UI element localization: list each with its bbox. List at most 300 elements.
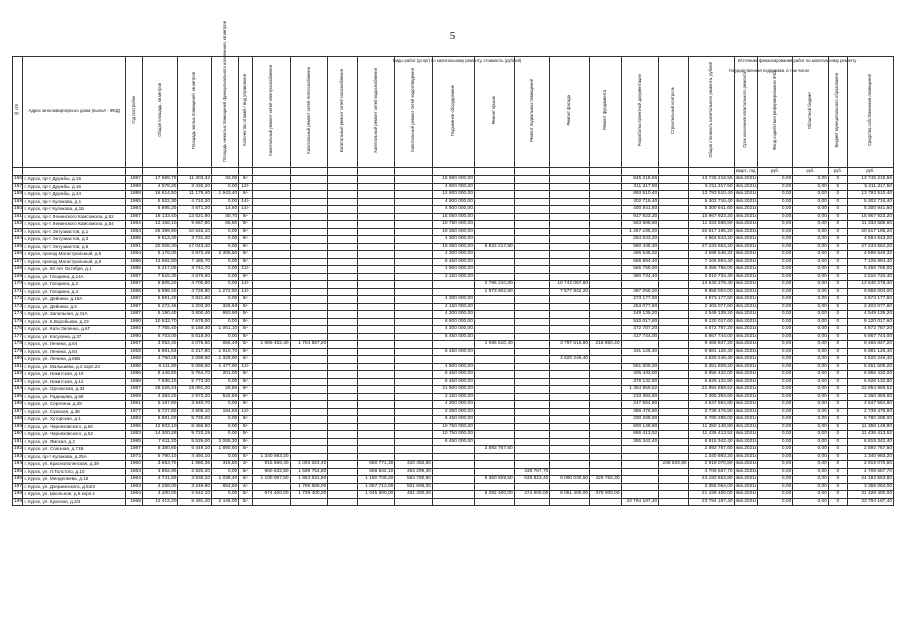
table-cell: 0,00: [212, 401, 239, 409]
table-cell: [395, 371, 433, 379]
unit-cell: [290, 168, 328, 176]
table-cell: 4 300 000,00: [432, 311, 474, 319]
table-cell: [328, 243, 357, 251]
table-cell: [252, 423, 290, 431]
table-cell: [550, 258, 590, 266]
column-header: [757, 57, 793, 168]
table-cell: 21 428 400,00: [688, 491, 734, 499]
table-cell: [328, 273, 357, 281]
table-cell: 11 179,40: [178, 191, 212, 199]
table-cell: 3 750,25: [142, 356, 178, 364]
table-cell: 0,00: [757, 491, 793, 499]
table-cell: 0: [828, 476, 847, 484]
table-cell: 12 158,10: [142, 221, 178, 229]
table-cell: [590, 183, 621, 191]
table-cell: [357, 333, 395, 341]
table-cell: 2 150 000,00: [432, 273, 474, 281]
table-cell: 184,60: [212, 408, 239, 416]
table-cell: [590, 416, 621, 424]
table-cell: [357, 266, 395, 274]
table-cell: 11 436 413,52: [847, 431, 893, 439]
table-cell: 4 200,00: [142, 491, 178, 499]
table-cell: 566 842,10: [357, 468, 395, 476]
table-cell: [550, 311, 590, 319]
table-cell: 168: [14, 266, 23, 271]
address-cell: г. Курск, ул. Черняховского, д.50: [23, 423, 126, 431]
table-cell: 4кв.2021г.: [735, 453, 758, 459]
table-cell: 1 329,90: [212, 356, 239, 364]
table-cell: [328, 498, 357, 506]
table-cell: 14/-: [239, 206, 253, 214]
table-cell: [328, 206, 357, 214]
table-cell: 5/-: [239, 498, 253, 506]
table-cell: [621, 446, 659, 454]
table-cell: 2 796 210,80: [474, 281, 514, 289]
column-header: [590, 57, 621, 168]
unit-cell: [514, 168, 550, 176]
table-cell: [328, 423, 357, 431]
table-cell: [252, 296, 290, 304]
table-cell: 0,00: [793, 356, 829, 364]
table-cell: 169: [14, 273, 23, 279]
table-cell: 7 105 894,40: [688, 258, 734, 266]
table-cell: 0,00: [757, 221, 793, 229]
table-cell: [252, 213, 290, 221]
table-cell: 1963: [126, 468, 143, 476]
table-cell: [550, 333, 590, 341]
table-cell: 1987: [126, 386, 143, 394]
address-cell: г. Курск, ул. Косухина, д.37: [23, 333, 126, 341]
table-cell: 8 465 847,20: [688, 341, 734, 349]
table-cell: 0,00: [793, 386, 829, 394]
table-cell: 1977: [126, 408, 143, 416]
table-cell: 6 780 288,00: [847, 416, 893, 424]
table-cell: 0,00: [212, 258, 239, 266]
table-cell: [550, 191, 590, 199]
table-cell: 0,00: [212, 423, 239, 431]
table-cell: [659, 183, 688, 191]
table-cell: [290, 401, 328, 409]
table-cell: [328, 281, 357, 289]
table-cell: 4кв.2021г.: [735, 416, 758, 421]
table-cell: [514, 303, 550, 311]
table-cell: 0,00: [757, 243, 793, 251]
table-cell: [252, 498, 290, 506]
table-cell: 3 800,40: [178, 311, 212, 319]
table-cell: 4кв.2021г.: [735, 273, 758, 279]
table-cell: 1 340 983,20: [688, 453, 734, 461]
table-cell: [590, 236, 621, 244]
table-cell: [514, 236, 550, 244]
column-header-label: Ремонт крыши: [490, 96, 496, 125]
table-cell: 6 881 126,40: [688, 348, 734, 356]
table-cell: [328, 341, 357, 349]
table-cell: [290, 258, 328, 266]
address-cell: г. Курск, ул. Школьная, д.5 корп.1: [23, 491, 126, 499]
table-cell: 0,00: [757, 371, 793, 379]
table-cell: 0: [828, 221, 847, 229]
table-cell: 4 300 000,00: [432, 236, 474, 244]
table-cell: [474, 318, 514, 326]
table-cell: 405 432,00: [621, 371, 659, 379]
table-cell: 156: [14, 176, 23, 181]
table-cell: 0,00: [757, 401, 793, 409]
table-cell: 0: [828, 378, 847, 386]
table-cell: [590, 423, 621, 431]
table-cell: 9/-: [239, 303, 253, 311]
unit-cell: руб.: [828, 168, 847, 176]
unit-cell: руб.: [847, 168, 893, 176]
table-cell: 9/-: [239, 258, 253, 266]
table-cell: [550, 461, 590, 469]
table-cell: [474, 453, 514, 461]
table-cell: 4 741,60: [142, 476, 178, 484]
table-cell: 2 739 476,80: [847, 408, 893, 416]
table-cell: [474, 386, 514, 394]
table-cell: 0: [828, 296, 847, 304]
table-cell: [590, 303, 621, 311]
table-cell: [590, 228, 621, 236]
unit-cell: руб.: [757, 168, 793, 176]
table-cell: 184: [14, 386, 23, 391]
table-cell: 5 190,40: [142, 311, 178, 319]
table-cell: [252, 438, 290, 446]
column-header-label: Площадь нежилых помещений функционального назначения, кв.метров: [221, 21, 227, 163]
table-cell: [328, 303, 357, 311]
table-cell: [590, 401, 621, 409]
table-cell: 4кв.2021г.: [735, 333, 758, 339]
column-header: [621, 57, 659, 168]
address-cell: г. Курск, пр-т Кулакова, д.25А: [23, 453, 126, 461]
column-header: [550, 57, 590, 168]
table-cell: [395, 281, 433, 289]
table-cell: 0,00: [212, 378, 239, 386]
table-cell: [357, 273, 395, 281]
table-cell: 2 085,30: [212, 438, 239, 446]
table-cell: [252, 176, 290, 184]
table-cell: 556 756,00: [621, 266, 659, 274]
address-cell: г. Курск, ул. Сумская, д.38: [23, 408, 126, 416]
table-cell: 0,00: [212, 273, 239, 281]
table-cell: 33,00: [212, 176, 239, 184]
table-cell: 4кв.2021г.: [735, 386, 758, 391]
table-cell: [395, 198, 433, 206]
table-cell: 0,00: [757, 206, 793, 214]
table-cell: 4 547 564,80: [688, 401, 734, 409]
table-cell: [659, 453, 688, 461]
table-cell: [395, 311, 433, 319]
table-cell: 177: [14, 333, 23, 339]
table-cell: [659, 221, 688, 229]
table-cell: [659, 176, 688, 184]
table-cell: 1 066 510,40: [474, 341, 514, 349]
address-cell: г. Курск, ул. Ленина, д.64: [23, 341, 126, 349]
table-row: [13, 416, 894, 424]
table-cell: 4кв.2021г.: [735, 318, 758, 324]
table-cell: 1990: [126, 318, 143, 326]
column-header-label: Адрес многоквартирного дома (выпол - ФКД): [28, 108, 121, 114]
table-cell: [659, 296, 688, 304]
table-cell: 5 727,60: [142, 408, 178, 416]
table-cell: 542,60: [212, 393, 239, 401]
table-cell: 1 953 631,60: [290, 476, 328, 484]
table-row: [13, 423, 894, 431]
table-cell: 5 618,00: [178, 333, 212, 341]
table-cell: 5 211 317,50: [688, 183, 734, 191]
table-cell: [550, 371, 590, 379]
table-cell: 189: [14, 423, 23, 429]
column-header-label: Срок окончания капитального ремонта: [742, 72, 748, 149]
table-cell: 520 017,60: [621, 318, 659, 326]
table-cell: [290, 191, 328, 199]
table-cell: [290, 378, 328, 386]
table-cell: 0,00: [212, 333, 239, 341]
table-cell: [550, 416, 590, 424]
table-cell: 13 621,90: [178, 213, 212, 221]
address-cell: г. Курск, ул. Гагарина, д.14А: [23, 273, 126, 281]
table-cell: 0,00: [757, 176, 793, 184]
table-cell: [590, 348, 621, 356]
table-cell: [252, 408, 290, 416]
table-cell: 0,00: [212, 468, 239, 476]
table-cell: 163: [14, 228, 23, 234]
table-cell: [474, 228, 514, 236]
table-cell: [357, 356, 395, 364]
table-cell: [474, 236, 514, 244]
table-cell: [550, 326, 590, 334]
table-cell: 10 750 000,00: [432, 423, 474, 431]
table-cell: [550, 483, 590, 491]
table-cell: [590, 206, 621, 214]
table-row: [13, 236, 894, 244]
table-cell: [659, 476, 688, 484]
table-cell: 296 546,32: [621, 251, 659, 259]
table-cell: 326,60: [212, 303, 239, 311]
table-cell: 13 793 510,40: [688, 191, 734, 199]
table-cell: 0: [828, 273, 847, 281]
table-cell: 1985: [126, 438, 143, 446]
table-cell: [659, 393, 688, 401]
unit-cell: [357, 168, 395, 176]
table-cell: 0: [828, 438, 847, 446]
table-cell: 201,00: [212, 371, 239, 379]
column-header-label: Ремонт фундамента: [601, 90, 607, 131]
table-cell: 0,00: [757, 363, 793, 371]
table-cell: [550, 183, 590, 191]
table-cell: 9/-: [239, 438, 253, 446]
table-cell: 65,80: [212, 221, 239, 229]
table-cell: 9/-: [239, 431, 253, 439]
table-cell: 12/-: [239, 183, 253, 191]
table-cell: 6 449,10: [178, 446, 212, 454]
table-cell: 4 596 546,32: [688, 251, 734, 259]
table-cell: [659, 416, 688, 424]
address-cell: г. Курск, ул. Ленина, д.86Б: [23, 356, 126, 364]
table-cell: [290, 303, 328, 311]
table-cell: [395, 266, 433, 274]
table-cell: 1987: [126, 273, 143, 281]
table-cell: 9/-: [239, 333, 253, 341]
table-cell: 7 678,00: [178, 318, 212, 326]
table-cell: [474, 363, 514, 371]
table-row: [13, 363, 894, 371]
table-cell: 4 383,20: [142, 393, 178, 401]
table-cell: 4кв.2021г.: [735, 288, 758, 294]
table-row: [13, 483, 894, 491]
table-cell: 1 890,50: [212, 446, 239, 454]
table-cell: 9/-: [239, 311, 253, 319]
table-cell: [550, 446, 590, 454]
table-cell: 2 403 077,60: [847, 303, 893, 311]
table-cell: [328, 311, 357, 319]
table-cell: 0,00: [757, 311, 793, 319]
table-cell: 22 854 859,52: [688, 386, 734, 394]
table-cell: 0: [828, 461, 847, 469]
table-cell: 5 300 941,60: [847, 206, 893, 214]
table-cell: [590, 371, 621, 379]
table-cell: 166: [14, 251, 23, 256]
table-cell: [474, 423, 514, 431]
table-row: [13, 468, 894, 476]
column-header: [290, 57, 328, 168]
table-cell: 13 745 218,56: [688, 176, 734, 184]
table-cell: 6 826 132,80: [688, 378, 734, 386]
table-cell: [514, 498, 550, 506]
table-cell: 19 091,40: [178, 386, 212, 394]
table-row: [13, 206, 894, 214]
table-cell: 0,00: [757, 296, 793, 304]
table-cell: [659, 303, 688, 311]
table-row: [13, 303, 894, 311]
table-cell: [395, 431, 433, 439]
table-cell: 3 731,40: [178, 236, 212, 244]
table-cell: 0,00: [757, 408, 793, 416]
table-cell: [474, 326, 514, 334]
table-cell: 0,00: [212, 198, 239, 206]
column-header-label: Бюджет муниципального образования: [834, 73, 840, 148]
table-cell: 9 858 004,00: [847, 288, 893, 296]
table-cell: 0,00: [793, 491, 829, 499]
table-cell: 0,00: [757, 393, 793, 401]
table-cell: [432, 281, 474, 289]
table-cell: [252, 363, 290, 371]
table-cell: [290, 243, 328, 251]
table-cell: 4 494,10: [178, 453, 212, 461]
column-header: [514, 57, 550, 168]
unit-cell: [432, 168, 474, 176]
table-cell: 5 451 609,20: [688, 363, 734, 371]
table-cell: 7 611,20: [142, 438, 178, 446]
table-cell: 12/-: [239, 363, 253, 371]
table-cell: [590, 498, 621, 506]
table-cell: 600 148,80: [621, 423, 659, 431]
table-cell: 9/-: [239, 416, 253, 424]
table-cell: [252, 483, 290, 491]
table-cell: 7 485,70: [178, 258, 212, 266]
table-cell: 564 780,80: [395, 476, 433, 484]
table-cell: 474 600,00: [514, 491, 550, 499]
table-cell: 0,00: [212, 416, 239, 424]
table-cell: 960 446,40: [621, 243, 659, 251]
table-cell: [474, 311, 514, 319]
address-cell: г. Курск, ул. Союзная, д.71Б: [23, 446, 126, 454]
table-cell: [328, 191, 357, 199]
table-cell: 4кв.2021г.: [735, 371, 758, 376]
table-cell: [395, 243, 433, 251]
table-cell: [252, 311, 290, 319]
table-body: [13, 176, 894, 506]
table-cell: [290, 386, 328, 394]
table-cell: [550, 213, 590, 221]
address-cell: г. Курск, пр-т Энтузиастов, д.3: [23, 236, 126, 244]
unit-cell: [126, 168, 143, 176]
table-cell: 7 577 842,20: [550, 288, 590, 296]
table-cell: [290, 251, 328, 259]
table-cell: [514, 213, 550, 221]
table-cell: 238 833,90: [659, 461, 688, 469]
table-cell: [252, 371, 290, 379]
table-row: [13, 266, 894, 274]
table-cell: [328, 236, 357, 244]
table-cell: 0: [828, 266, 847, 274]
column-header-label: Капитальный ремонт сетей теплоснабжения: [305, 66, 311, 154]
table-cell: [514, 393, 550, 401]
address-cell: г. Курск, ул. Дейнеки, д.18А: [23, 296, 126, 304]
table-cell: 1 038,40: [212, 476, 239, 484]
table-cell: 14/-: [239, 281, 253, 289]
table-cell: 1985: [126, 236, 143, 244]
table-cell: [290, 296, 328, 304]
table-cell: 8 446,50: [142, 371, 178, 379]
table-cell: 12/-: [239, 408, 253, 416]
table-cell: [621, 491, 659, 499]
table-cell: [590, 438, 621, 446]
table-cell: 0,00: [212, 228, 239, 236]
table-row: [13, 243, 894, 251]
table-cell: [474, 356, 514, 364]
table-cell: 7 105 894,40: [847, 258, 893, 266]
table-cell: 4кв.2021г.: [735, 423, 758, 429]
table-cell: 6 176,00: [142, 251, 178, 259]
table-cell: 2 360 393,60: [847, 393, 893, 401]
table-cell: [590, 356, 621, 364]
table-cell: [328, 446, 357, 454]
table-cell: 13 793 510,40: [847, 191, 893, 199]
table-cell: [514, 251, 550, 259]
address-cell: г. Курск, ул. Кати Зеленко, д.6Г: [23, 326, 126, 334]
table-cell: 1 910,70: [212, 348, 239, 356]
table-cell: [357, 288, 395, 296]
table-cell: [328, 431, 357, 439]
table-cell: 0,00: [212, 243, 239, 251]
table-cell: 4 709 667,70: [847, 468, 893, 476]
table-cell: [290, 273, 328, 281]
table-cell: [357, 183, 395, 191]
table-cell: 2 520,20: [178, 468, 212, 476]
table-cell: [659, 431, 688, 439]
table-cell: [328, 228, 357, 236]
table-cell: 4 620 246,40: [688, 356, 734, 364]
table-cell: [659, 348, 688, 356]
table-row: [13, 371, 894, 379]
table-cell: 0: [828, 206, 847, 214]
table-cell: 0,00: [793, 363, 829, 371]
table-cell: [290, 423, 328, 431]
table-cell: 9/-: [239, 296, 253, 304]
table-cell: 1968: [126, 356, 143, 364]
column-header-label: Средства собственников помещений: [867, 74, 873, 147]
table-cell: 4кв.2021г.: [735, 431, 758, 436]
